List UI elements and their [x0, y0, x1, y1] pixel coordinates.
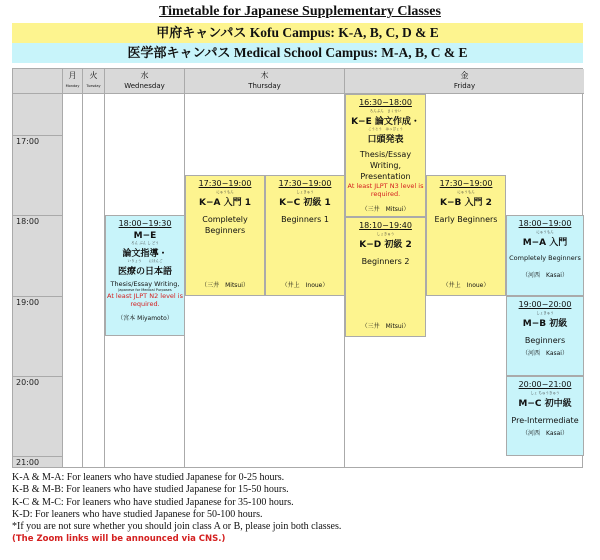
class-block-kc[interactable] [265, 175, 345, 296]
class-code: M−A [522, 238, 547, 248]
medical-campus-jp: 医学部キャンパス [127, 46, 231, 61]
class-desc-small: Japanese for Medical Purposes [118, 288, 172, 292]
hour-line [13, 135, 63, 136]
ruby: にゅうもん [457, 190, 475, 194]
class-block-kb[interactable] [426, 175, 506, 296]
zoom-notice: (The Zoom links will be announced via CNS.) [12, 534, 226, 545]
class-desc: Early Beginners [434, 215, 498, 224]
time-label: 17:00 [16, 137, 40, 146]
class-desc: Beginners 2 [361, 257, 410, 266]
class-time: 18:10−19:40 [359, 221, 412, 230]
class-name-jp: 初級 1 [303, 198, 331, 208]
tuesday-jp: 火 [89, 71, 98, 80]
friday-jp: 金 [460, 71, 469, 80]
kofu-campus-en: Kofu Campus: K-A, B, C, D & E [249, 25, 439, 40]
class-name-jp: 論文指導・ [122, 249, 168, 259]
teacher: （井上 Inoue） [442, 282, 490, 289]
class-name-jp: 入門 1 [223, 198, 252, 208]
note-line: K-D: For leaners who have studied Japanese for 50-100 hours. [12, 508, 263, 520]
class-block-kd[interactable] [345, 217, 426, 337]
class-time: 17:30−19:00 [198, 179, 252, 188]
class-code: K−B [440, 198, 462, 208]
class-block-ke[interactable] [345, 94, 426, 217]
teacher: （井上 Inoue） [281, 282, 329, 289]
teacher: （河西 Kasai） [522, 350, 568, 357]
page-title: Timetable for Japanese Supplementary Classes [159, 4, 441, 19]
teacher: （河西 Kasai） [522, 430, 568, 437]
header-corner [13, 69, 63, 94]
thursday-jp: 木 [260, 71, 269, 80]
requirement-note: At least JLPT N2 level is required. [106, 292, 183, 308]
ruby: ろんぶん さくせい [369, 109, 402, 113]
class-desc: Completely Beginners [202, 215, 248, 235]
class-name-jp: 入門 [549, 238, 568, 248]
hour-line [13, 215, 63, 216]
teacher: （宮本 Miyamoto） [117, 315, 173, 322]
header-monday [63, 69, 83, 94]
class-desc: Pre-Intermediate [511, 416, 579, 425]
tuesday-column [83, 69, 105, 467]
class-time: 16:30−18:00 [359, 98, 412, 107]
requirement-note: At least JLPT N3 level is required. [347, 182, 424, 198]
medical-campus-en: Medical School Campus: M-A, B, C & E [233, 45, 468, 60]
note-line: K-B & M-B: For leaners who have studied Japanese for 15-50 hours. [12, 484, 289, 496]
notes-section [12, 472, 341, 546]
class-block-mb[interactable] [506, 296, 584, 376]
ruby: しょきゅう [296, 190, 314, 194]
class-time: 17:30−19:00 [439, 179, 493, 188]
class-block-ka[interactable] [185, 175, 265, 296]
teacher: （三井 Mitsui） [361, 206, 410, 213]
header-thursday [185, 69, 345, 94]
class-name-jp: 論文作成・ [374, 117, 420, 127]
time-label: 20:00 [16, 378, 40, 387]
note-line: K-C & M-C: For leaners who have studied Japanese for 35-100 hours. [12, 496, 294, 508]
class-time: 18:00−19:00 [518, 219, 572, 228]
wednesday-en: Wednesday [124, 82, 165, 90]
timetable-grid [12, 68, 583, 468]
header-tuesday [83, 69, 105, 94]
ruby: しょ ちゅうきゅう [530, 391, 560, 395]
class-block-mc[interactable] [506, 376, 584, 456]
hour-line [13, 376, 63, 377]
class-name-jp: 入門 2 [464, 198, 492, 208]
kofu-campus-band [12, 23, 583, 43]
ruby: こうとう はっぴょう [368, 127, 403, 131]
class-block-ma[interactable] [506, 215, 584, 296]
header-friday [345, 69, 584, 94]
class-name-jp: 初級 [549, 319, 568, 329]
class-name-jp: 口頭発表 [367, 135, 404, 145]
class-desc: Thesis/Essay Writing, [110, 280, 180, 288]
thursday-en: Thursday [248, 82, 281, 90]
class-code: K−E [351, 117, 372, 127]
class-code: M−B [522, 319, 547, 329]
class-desc: Beginners [524, 336, 566, 345]
monday-jp: 月 [68, 71, 77, 80]
class-desc: Completely Beginners [509, 254, 581, 262]
teacher: （河西 Kasai） [522, 272, 568, 279]
header-wednesday [105, 69, 185, 94]
ruby: ろん ぶん し どう [131, 241, 159, 245]
class-name-jp: 初中級 [544, 399, 572, 409]
note-line: K-A & M-A: For leaners who have studied Japanese for 0-25 hours. [12, 472, 285, 483]
class-desc: Beginners 1 [281, 215, 329, 224]
ruby: にゅうもん [536, 230, 554, 234]
class-code: M−E [133, 231, 157, 241]
ruby: いりょう にほんご [127, 259, 163, 263]
ruby: にゅうもん [216, 190, 234, 194]
time-label: 19:00 [16, 298, 40, 307]
hour-line [13, 296, 63, 297]
monday-column [63, 69, 83, 467]
class-time: 20:00−21:00 [518, 380, 572, 389]
class-code: K−C [279, 198, 301, 208]
class-code: M−C [518, 399, 542, 409]
time-label: 18:00 [16, 217, 40, 226]
ruby: しょきゅう [536, 311, 554, 315]
medical-campus-band [12, 43, 583, 63]
class-desc: Thesis/Essay Writing, Presentation [359, 150, 412, 181]
class-name-jp: 医療の日本語 [117, 267, 172, 277]
teacher: （三井 Mitsui） [361, 323, 410, 330]
note-line: *If you are not sure whether you should join class A or B, please join both classes. [12, 521, 342, 533]
wednesday-jp: 水 [140, 71, 149, 80]
class-time: 19:00−20:00 [518, 300, 572, 309]
class-block-me[interactable] [105, 215, 185, 336]
hour-line [13, 456, 63, 457]
class-time: 18:00−19:30 [118, 219, 172, 228]
class-code: K−D [359, 240, 382, 250]
kofu-campus-jp: 甲府キャンパス [156, 26, 247, 41]
tuesday-en: Tuesday [86, 84, 101, 88]
teacher: （三井 Mitsui） [201, 282, 249, 289]
friday-en: Friday [453, 82, 476, 90]
class-time: 17:30−19:00 [278, 179, 332, 188]
time-label: 21:00 [16, 458, 40, 467]
class-name-jp: 初級 2 [384, 240, 412, 250]
ruby: しょきゅう [376, 232, 395, 236]
class-code: K−A [198, 198, 221, 208]
monday-en: Monday [65, 84, 80, 88]
time-column [13, 69, 63, 467]
